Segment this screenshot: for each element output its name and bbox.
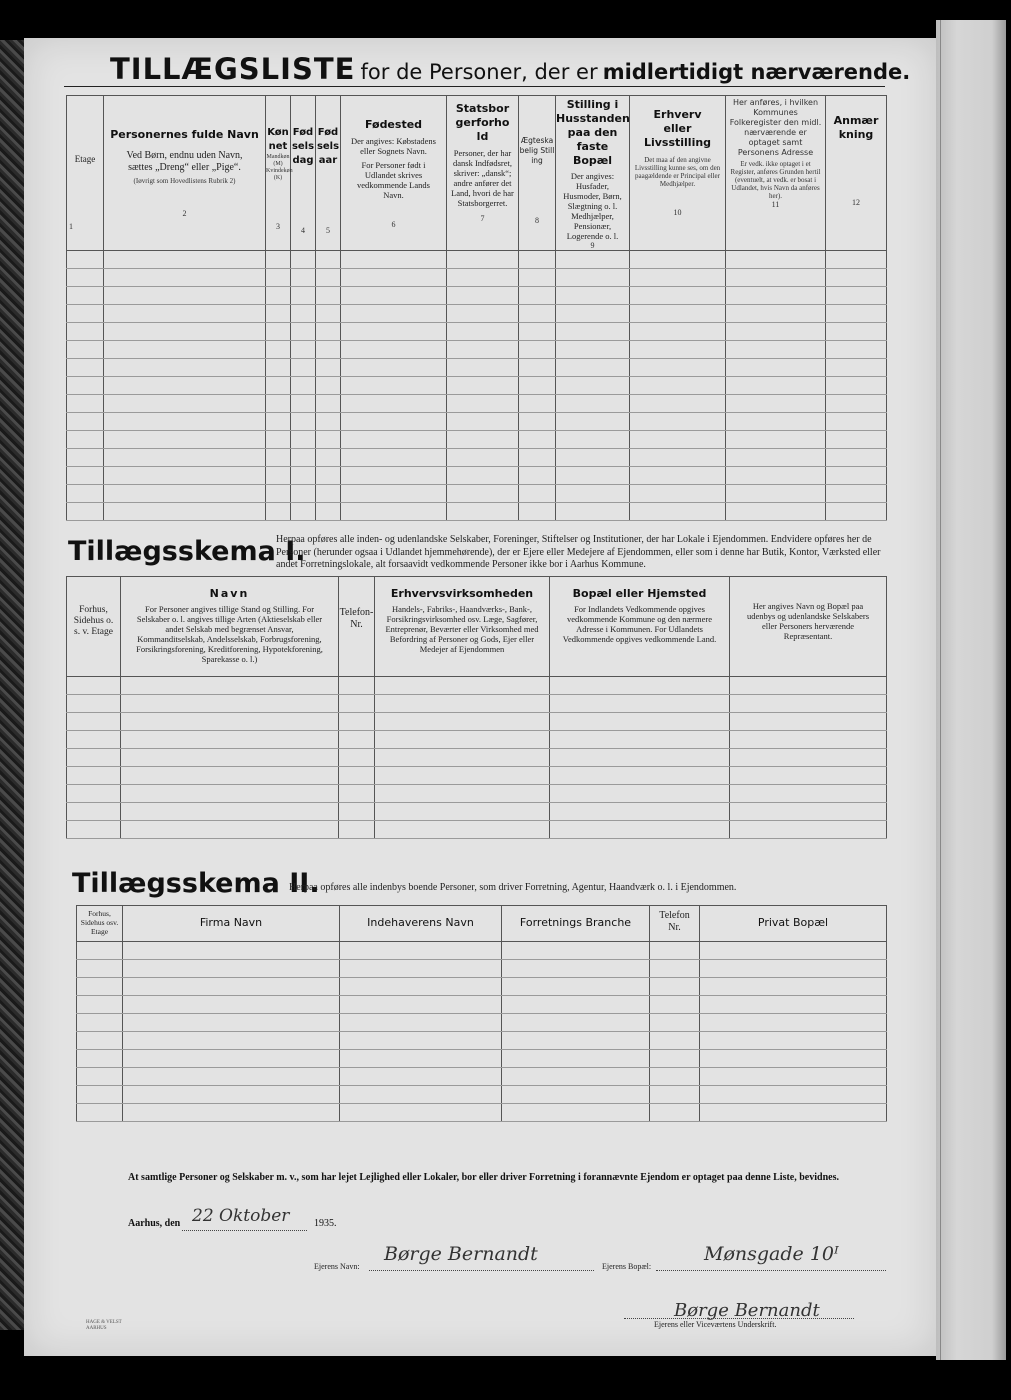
table-row [77,996,887,1014]
table-row [67,341,887,359]
table-row [77,1032,887,1050]
s2-col-etage: Forhus, Sidehus osv. Etage [77,906,123,942]
table-row [77,942,887,960]
s2-col-branche: Forretnings Branche [502,906,650,942]
table-row [67,377,887,395]
title-rule [64,86,885,87]
table-row [77,960,887,978]
table-row [67,503,887,521]
s1-col-erhverv: Erhvervsvirksomheden Handels-, Fabriks-, Haandværks-, Bank-, Forsikringsvirksomhed osv. Læge, Sagfører, Entreprenør, Beværter eller Virksomhed med Befordring af Personer og Gods, Ejer eller Medejer af Ejendommen [375,577,550,677]
table-row [77,1050,887,1068]
printer-mark: HAGE & VELST AARHUS [86,1320,122,1331]
signature-line [624,1318,854,1319]
col-navn: Personernes fulde Navn Ved Børn, endnu uden Navn, sættes „Dreng“ eller „Pige“. (Iøvrigt som Hovedlistens Rubrik 2) 2 [104,96,266,251]
page-edge [936,20,1006,1360]
table-row [67,449,887,467]
table-row [67,677,887,695]
owner-name-line [369,1270,594,1271]
table-row [67,287,887,305]
form-title [110,52,910,86]
table-row [67,431,887,449]
skema2-title: Tillægsskema II. [72,868,320,899]
skema1-title: Tillægsskema I. [68,536,306,567]
skema1-table [66,576,887,839]
table-row [77,1014,887,1032]
table-row [67,323,887,341]
table-row [77,1068,887,1086]
signature-label: Ejerens eller Viceværtens Underskrift. [654,1320,777,1329]
table-row [67,803,887,821]
date-line [182,1230,307,1231]
skema2-table [76,905,887,1122]
table-row [67,251,887,269]
table-row [67,749,887,767]
place-label: Aarhus, den [128,1218,181,1229]
col-statsborger: Statsborgerforhold Personer, der har dansk Indfødsret, skriver: „dansk“; andre anfører det Land, hvori de har Statsborgerret. 7 [447,96,519,251]
s1-col-repraesentant: Her angives Navn og Bopæl paa udenbys og udenlandske Selskabers eller Personers herværende Repræsentant. [730,577,887,677]
table-row [67,713,887,731]
table-row [67,413,887,431]
col-foedested: Fødested Der angives: Købstadens eller Sognets Navn. For Personer født i Udlandet skrives vedkommende Lands Navn. 6 [341,96,447,251]
date-handwritten: 22 Oktober [192,1206,290,1226]
owner-address-label: Ejerens Bopæl: [602,1262,652,1271]
table-row [67,359,887,377]
table-row [67,731,887,749]
table-row [67,269,887,287]
table-row [77,978,887,996]
table-row [67,485,887,503]
s2-col-privat: Privat Bopæl [700,906,887,942]
col-aegteskabelig: Ægteskabelig Stilling 8 [519,96,556,251]
s1-col-navn: Navn For Personer angives tillige Stand og Stilling. For Selskaber o. l. angives tillige Arten (Aktieselskab eller andet Selskab med begrænset Ansvar, Kommanditselskab, Andelsselskab, Forbrugsforening, Forsikringsforening, Kreditforening, Hypotekforening, Sparekasse o. l.) [121,577,339,677]
year-label: 1935. [314,1218,337,1229]
table-row [67,467,887,485]
s2-col-firma: Firma Navn [123,906,340,942]
col-foedselsaar: Fødselsaar 5 [316,96,341,251]
col-erhverv: Erhverv eller Livsstilling Det maa af den angivne Livsstilling kunne ses, om den paagældende er Principal eller Medhjælper. 10 [630,96,726,251]
owner-name-handwritten: Børge Bernandt [384,1243,538,1265]
book-binding [0,40,24,1330]
table-row [67,695,887,713]
table-row [67,395,887,413]
table-row [67,821,887,839]
table-row [77,1104,887,1122]
col-stilling: Stilling i Husstanden paa den faste Bopæl Der angives: Husfader, Husmoder, Børn, Slægtning o. l. Medhjælper, Pensionær, Logerende o. l. 9 [556,96,630,251]
owner-name-label: Ejerens Navn: [314,1262,360,1271]
table-row [67,785,887,803]
title-main: TILLÆGSLISTE [110,52,356,86]
signature-handwritten: Børge Bernandt [674,1300,820,1321]
s2-col-telefon: Telefon Nr. [650,906,700,942]
title-rest-b: midlertidigt nærværende. [602,60,911,84]
table-row [77,1086,887,1104]
table1-header-row [67,96,887,251]
skema2-note: Herpaa opføres alle indenbys boende Personer, som driver Forretning, Agentur, Haandværk o. l. i Ejendommen. [289,882,737,893]
form-page [24,38,936,1356]
col-etage: Etage 1 [67,96,104,251]
declaration-text: At samtlige Personer og Selskaber m. v., som har lejet Lejlighed eller Lokaler, bor eller driver Forretning i forannævnte Ejendom er optaget paa denne Liste, bevidnes. [128,1172,839,1183]
tillaegsliste-table [66,95,887,521]
col-koennet: Kønnet Mandkøn (M) Kvindekøn (K) 3 [266,96,291,251]
s1-col-telefon: Telefon-Nr. [339,577,375,677]
s1-col-etage: Forhus, Sidehus o. s. v. Etage [67,577,121,677]
skema2-header-row [77,906,887,942]
s1-col-bopael: Bopæl eller Hjemsted For Indlandets Vedkommende opgives vedkommende Kommune og den nærmere Adresse i Kommunen. For Udlandets Vedkommende opgives vedkommende Land. [550,577,730,677]
col-foedselsdag: Fødselsdag 4 [291,96,316,251]
col-folkeregister: Her anføres, i hvilken Kommunes Folkeregister den midl. nærværende er optaget samt Personens Adresse Er vedk. ikke optaget i et Register, anføres Grunden hertil (eventuelt, at vedk. er bosat i Udlandet, hvis Navn da anføres her). 11 [726,96,826,251]
title-rest-a: for de Personer, der er [360,60,598,84]
table-row [67,305,887,323]
skema1-note: Herpaa opføres alle inden- og udenlandske Selskaber, Foreninger, Stiftelser og Institutioner, der har Lokale i Ejendommen. Endvidere opføres her de Personer (herunder ogsaa i Udlandet hjemmehørende), der er Ejere eller Medejere af Ejendommen, eller som i denne har Butik, Kontor, Værksted eller andet Forretningslokale, alt forsaavidt vedkommende Personer ikke bor i Aarhus Kommune. [276,534,881,570]
s2-col-indehaver: Indehaverens Navn [340,906,502,942]
owner-address-line [656,1270,886,1271]
table-row [67,767,887,785]
col-anmaerkning: Anmærkning 12 [826,96,887,251]
skema1-header-row [67,577,887,677]
owner-address-handwritten: Mønsgade 10ᴵ [704,1243,839,1265]
